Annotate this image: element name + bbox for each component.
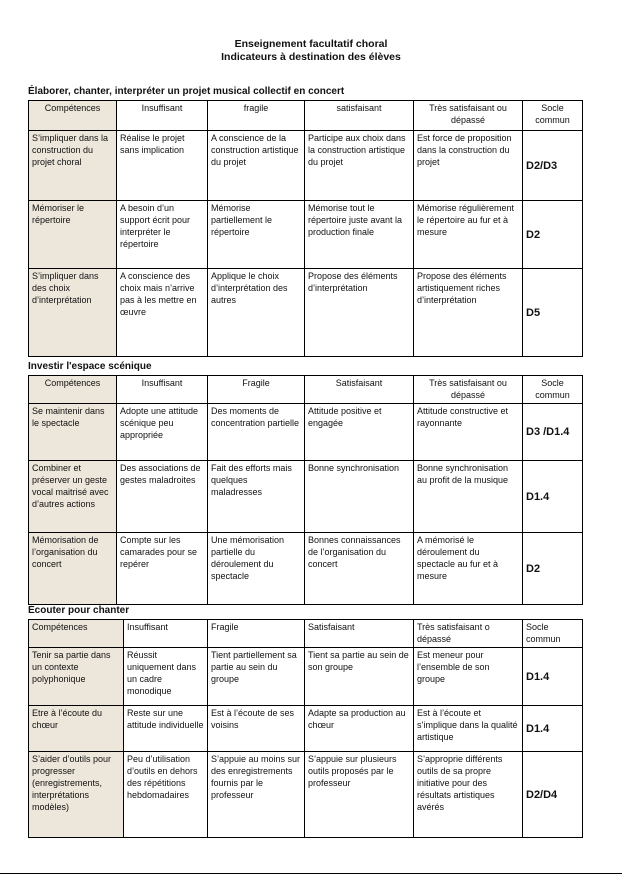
level-cell: Réalise le projet sans implication (117, 131, 208, 201)
table-row (29, 461, 583, 533)
column-header: Satisfaisant (305, 620, 414, 648)
level-cell: Fait des efforts mais quelques maladresses (208, 461, 305, 533)
column-header: Très satisfaisant o dépassé (414, 620, 523, 648)
competence-cell: S’impliquer dans des choix d’interprétation (29, 269, 117, 357)
level-cell: Tient partiellement sa partie au sein du groupe (208, 648, 305, 706)
level-cell: Des moments de concentration partielle (208, 404, 305, 461)
table-row (29, 201, 583, 269)
level-cell: Adapte sa production au chœur (305, 706, 414, 752)
level-cell: A conscience de la construction artistique du projet (208, 131, 305, 201)
column-header: Compétences (29, 101, 117, 131)
level-cell: Participe aux choix dans la construction artistique du projet (305, 131, 414, 201)
competence-cell: S’impliquer dans la construction du projet choral (29, 131, 117, 201)
level-cell: Adopte une attitude scénique peu appropriée (117, 404, 208, 461)
criteria-table (28, 619, 583, 838)
column-header: Socle commun (523, 620, 583, 648)
criteria-table (28, 100, 583, 357)
column-header: Socle commun (523, 101, 583, 131)
level-cell: Est force de proposition dans la construction du projet (414, 131, 523, 201)
column-header: Compétences (29, 376, 117, 404)
competence-cell: S’aider d’outils pour progresser (enregistrements, interprétations modèles) (29, 752, 124, 838)
table-row (29, 131, 583, 201)
competence-cell: Tenir sa partie dans un contexte polyphonique (29, 648, 124, 706)
table-header-row (29, 101, 583, 131)
level-cell: S’appuie sur plusieurs outils proposés par le professeur (305, 752, 414, 838)
column-header: Insuffisant (117, 101, 208, 131)
section-title: Investir l'espace scénique (28, 361, 152, 372)
column-header: Fragile (208, 376, 305, 404)
competence-cell: Se maintenir dans le spectacle (29, 404, 117, 461)
socle-cell: D1.4 (523, 706, 583, 752)
level-cell: Reste sur une attitude individuelle (124, 706, 208, 752)
level-cell: Attitude constructive et rayonnante (414, 404, 523, 461)
level-cell: Bonne synchronisation (305, 461, 414, 533)
socle-cell: D1.4 (523, 461, 583, 533)
level-cell: Est meneur pour l’ensemble de son groupe (414, 648, 523, 706)
column-header: Très satisfaisant ou dépassé (414, 101, 523, 131)
criteria-table (28, 375, 583, 605)
level-cell: A conscience des choix mais n’arrive pas à les mettre en œuvre (117, 269, 208, 357)
level-cell: Mémorise partiellement le répertoire (208, 201, 305, 269)
section-title: Élaborer, chanter, interpréter un projet musical collectif en concert (28, 86, 345, 97)
level-cell: Bonnes connaissances de l’organisation du concert (305, 533, 414, 605)
socle-cell: D2/D4 (523, 752, 583, 838)
level-cell: Est à l’écoute et s’implique dans la qualité artistique (414, 706, 523, 752)
level-cell: Bonne synchronisation au profit de la musique (414, 461, 523, 533)
socle-cell: D2 (523, 533, 583, 605)
column-header: Satisfaisant (305, 376, 414, 404)
competence-cell: Mémorisation de l’organisation du concert (29, 533, 117, 605)
socle-cell: D1.4 (523, 648, 583, 706)
section-title: Écouter pour chanter (28, 605, 130, 616)
level-cell: A mémorisé le déroulement du spectacle au fur et à mesure (414, 533, 523, 605)
level-cell: Mémorise régulièrement le répertoire au fur et à mesure (414, 201, 523, 269)
level-cell: S’approprie différents outils de sa propre initiative pour des résultats artistiques avérés (414, 752, 523, 838)
table-row (29, 269, 583, 357)
level-cell: Applique le choix d’interprétation des autres (208, 269, 305, 357)
level-cell: Peu d’utilisation d’outils en dehors des répétitions hebdomadaires (124, 752, 208, 838)
competence-cell: Mémoriser le répertoire (29, 201, 117, 269)
socle-cell: D2/D3 (523, 131, 583, 201)
socle-cell: D2 (523, 201, 583, 269)
socle-cell: D3 /D1.4 (523, 404, 583, 461)
document-title: Enseignement facultatif choral (234, 38, 388, 50)
level-cell: S’appuie au moins sur des enregistrements fournis par le professeur (208, 752, 305, 838)
level-cell: Tient sa partie au sein de son groupe (305, 648, 414, 706)
level-cell: Des associations de gestes maladroites (117, 461, 208, 533)
level-cell: Une mémorisation partielle du déroulement du spectacle (208, 533, 305, 605)
level-cell: Compte sur les camarades pour se repérer (117, 533, 208, 605)
table-row (29, 706, 583, 752)
socle-cell: D5 (523, 269, 583, 357)
table-row (29, 648, 583, 706)
level-cell: Propose des éléments artistiquement riches d’interprétation (414, 269, 523, 357)
table-row (29, 752, 583, 838)
table-header-row (29, 620, 583, 648)
level-cell: Réussit uniquement dans un cadre monodique (124, 648, 208, 706)
level-cell: Attitude positive et engagée (305, 404, 414, 461)
column-header: satisfaisant (305, 101, 414, 131)
level-cell: Mémorise tout le répertoire juste avant la production finale (305, 201, 414, 269)
column-header: Très satisfaisant ou dépassé (414, 376, 523, 404)
column-header: Fragile (208, 620, 305, 648)
column-header: fragile (208, 101, 305, 131)
column-header: Insuffisant (124, 620, 208, 648)
level-cell: A besoin d’un support écrit pour interpréter le répertoire (117, 201, 208, 269)
level-cell: Propose des éléments d’interprétation (305, 269, 414, 357)
document-subtitle: Indicateurs à destination des élèves (221, 51, 401, 63)
table-row (29, 533, 583, 605)
table-row (29, 404, 583, 461)
table-header-row (29, 376, 583, 404)
page-bottom-divider (0, 873, 622, 874)
competence-cell: Etre à l’écoute du chœur (29, 706, 124, 752)
document-header (0, 38, 622, 64)
column-header: Compétences (29, 620, 124, 648)
column-header: Socle commun (523, 376, 583, 404)
competence-cell: Combiner et préserver un geste vocal maitrisé avec d’autres actions (29, 461, 117, 533)
column-header: Insuffisant (117, 376, 208, 404)
level-cell: Est à l’écoute de ses voisins (208, 706, 305, 752)
